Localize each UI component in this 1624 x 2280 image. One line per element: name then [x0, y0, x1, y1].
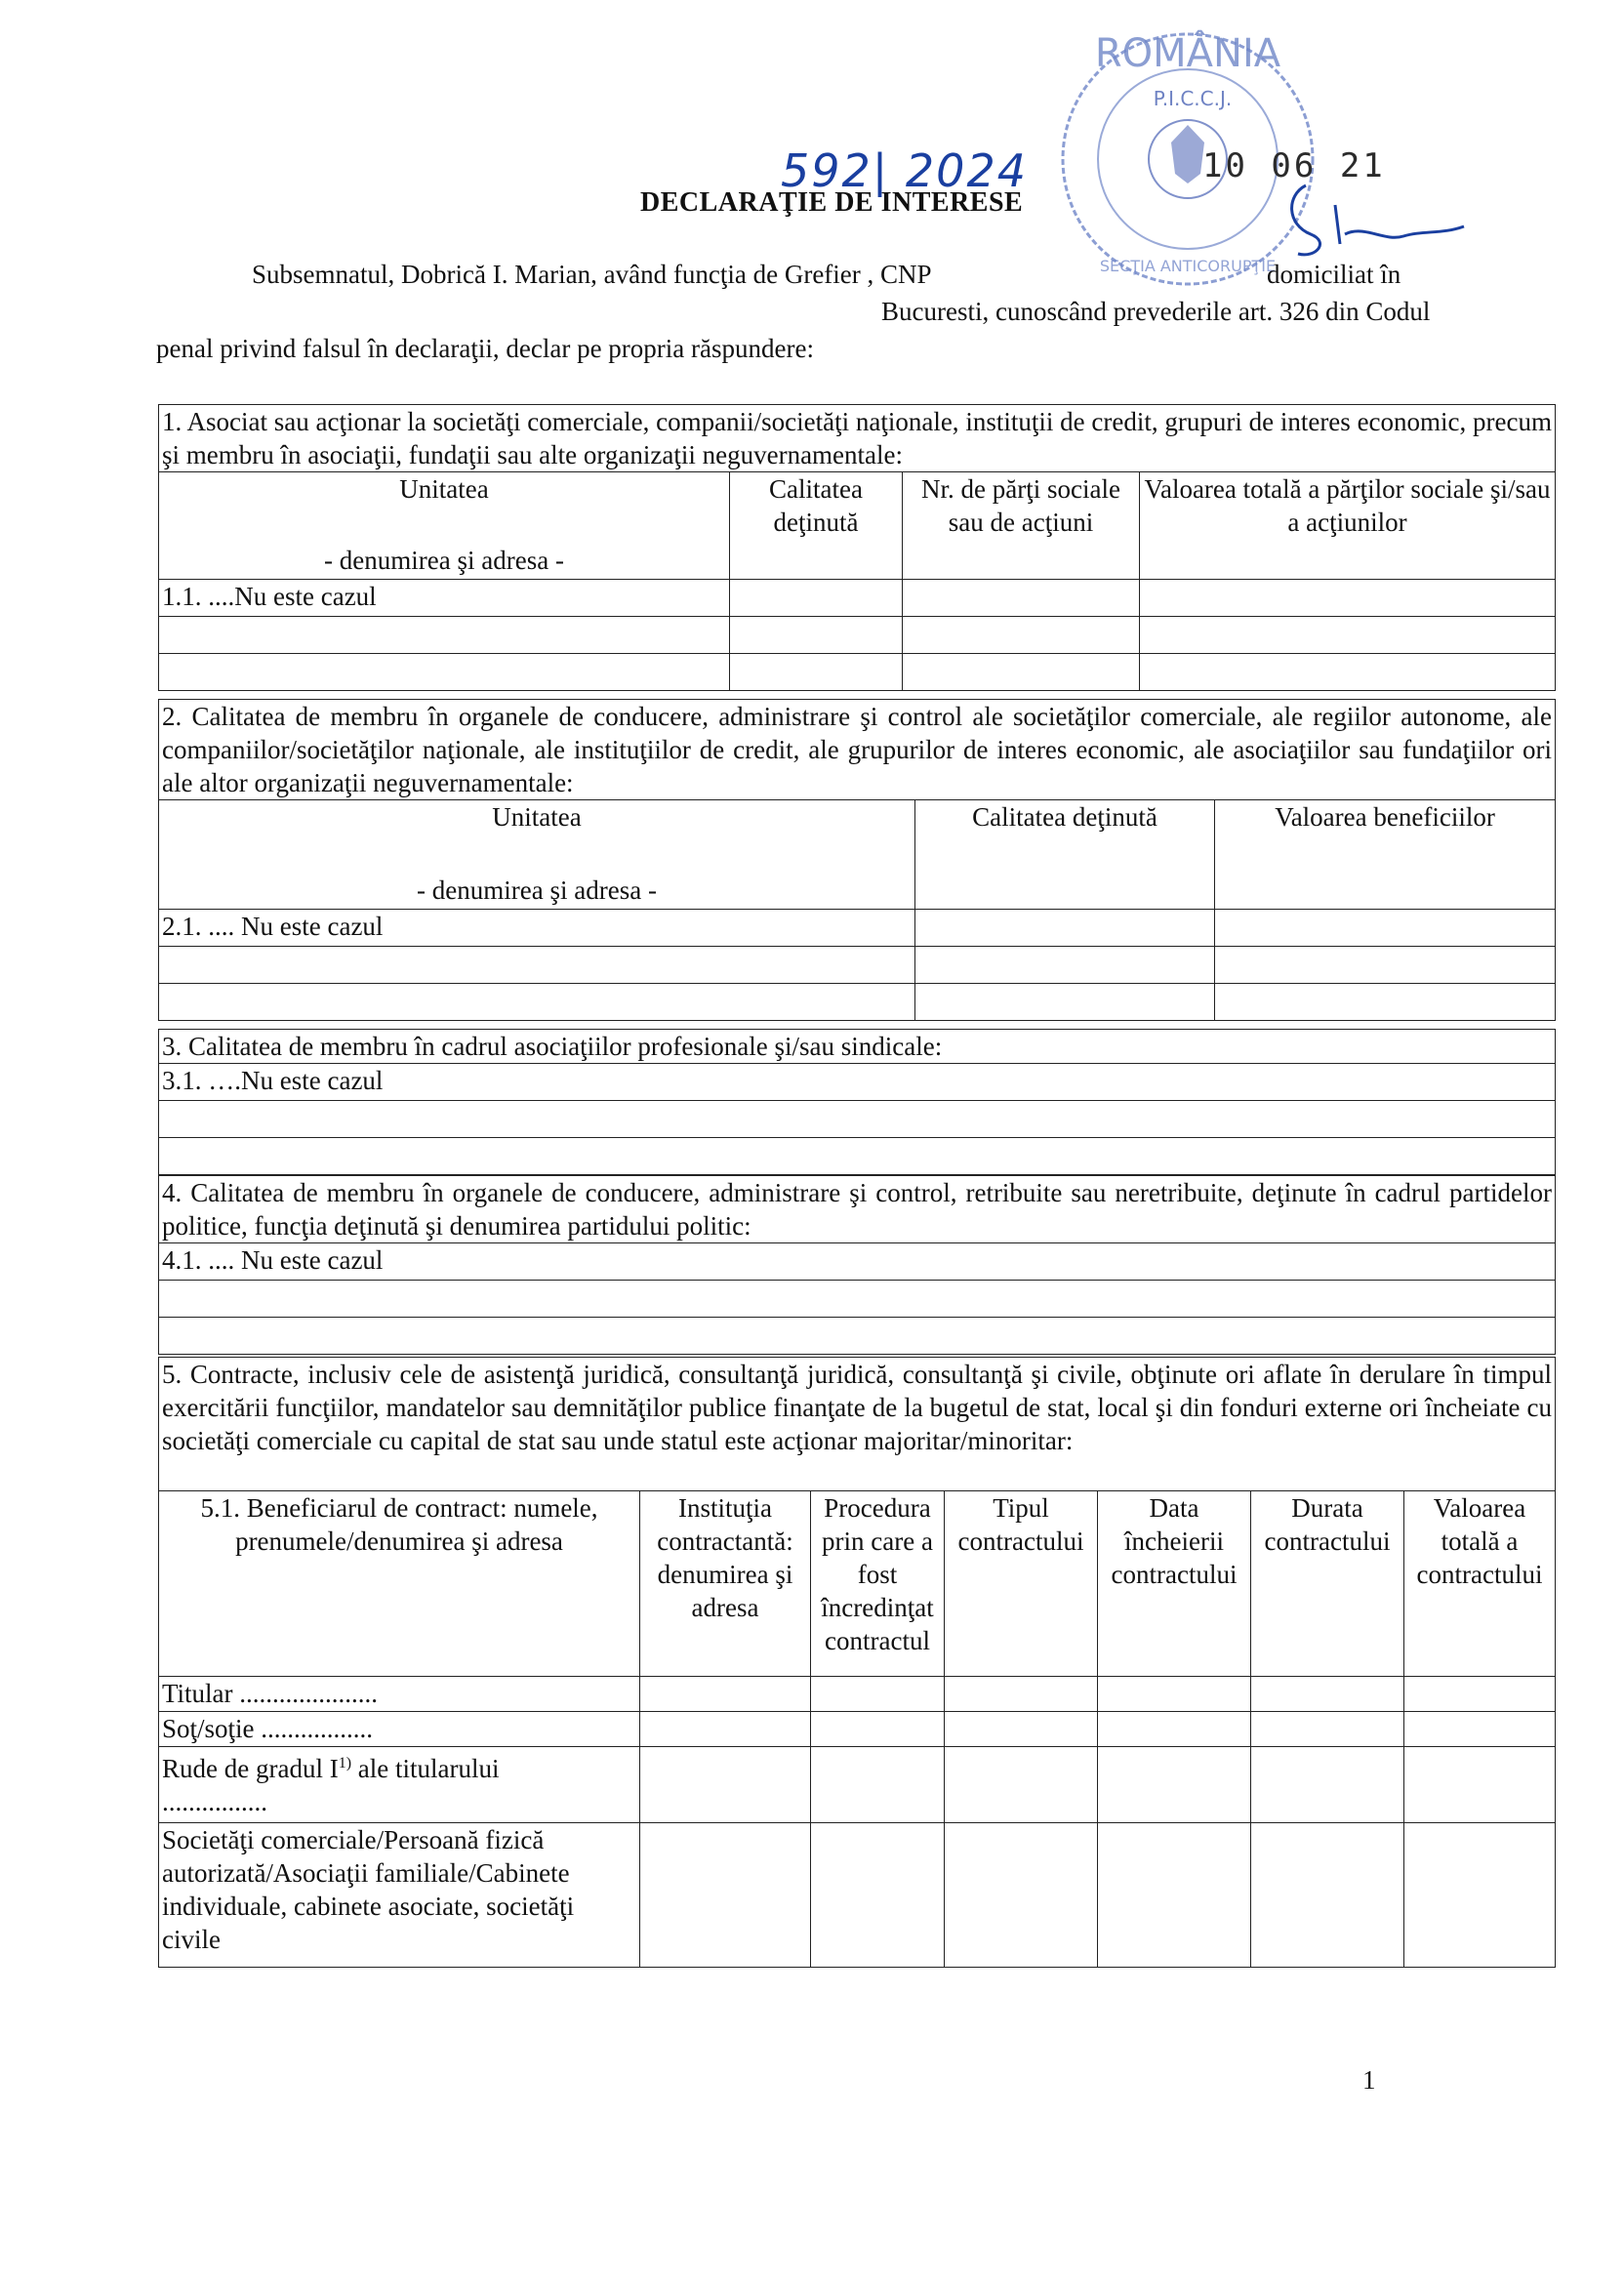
stamp-date: 10 06 21 — [1202, 146, 1386, 185]
intro-line-1a: Subsemnatul, Dobrică I. Marian, având funcţia de Grefier , CNP — [252, 260, 932, 289]
section-3-heading: 3. Calitatea de membru în cadrul asociaţiilor profesionale şi/sau sindicale: — [159, 1030, 1556, 1064]
s5-col-date: Data încheierii contractului — [1098, 1491, 1251, 1677]
s2-row-1: 2.1. .... Nu este cazul — [159, 910, 915, 947]
s4-row-1: 4.1. .... Nu este cazul — [159, 1243, 1556, 1281]
s2-col-benefits: Valoarea beneficiilor — [1215, 800, 1556, 910]
s1-col-unit-sub: - denumirea şi adresa - — [324, 546, 564, 575]
page-number: 1 — [1362, 2065, 1376, 2095]
section-5-table — [158, 1357, 1556, 1968]
intro-line-2: Bucuresti, cunoscând prevederile art. 326 din Codul — [881, 297, 1431, 326]
stamp-bottom-text: SECŢIA ANTICORUPŢIE — [1099, 257, 1277, 275]
section-5-heading: 5. Contracte, inclusiv cele de asistenţă juridică, consultanţă juridică, consultanţă şi civile, obţinute ori aflate în derulare în timpul exercitării funcţiilor, mandatelor sau demnităţilor publice finanţate de la bugetul de stat, local şi din fonduri externe ori încheiate cu societăţi comerciale cu capital de stat sau unde statul este acţionar majoritar/minoritar: — [159, 1358, 1556, 1491]
s5-col-value: Valoarea totală a contractului — [1404, 1491, 1556, 1677]
s3-row-1: 3.1. ….Nu este cazul — [159, 1064, 1556, 1101]
s5-row-relatives: Rude de gradul $I^{1)}$ ale titularului ................ — [159, 1747, 640, 1823]
s5-col-duration: Durata contractului — [1251, 1491, 1404, 1677]
s5-col-procedure: Procedura prin care a fost încredinţat contractul — [811, 1491, 945, 1677]
intro-line-1b: domiciliat în — [1267, 260, 1401, 289]
s1-col-unit: Unitatea - denumirea şi adresa - — [159, 472, 730, 580]
intro-line-3: penal privind falsul în declaraţii, declar pe propria răspundere: — [156, 334, 814, 363]
s1-row-1: 1.1. ....Nu este cazul — [159, 580, 730, 617]
section-4-heading: 4. Calitatea de membru în organele de conducere, administrare şi control, retribuite sau neretribuite, deţinute în cadrul partidelor politice, funcţia deţinută şi denumirea partidului politic: — [159, 1176, 1556, 1243]
s2-col-quality: Calitatea deţinută — [915, 800, 1215, 910]
s5-row-spouse: Soţ/soţie ................. — [159, 1712, 640, 1747]
s5-col-type: Tipul contractului — [945, 1491, 1098, 1677]
s5-row-companies: Societăţi comerciale/Persoană fizică autorizată/Asociaţii familiale/Cabinete individuale, cabinete asociate, societăţi civile — [159, 1823, 640, 1968]
s1-col-shares: Nr. de părţi sociale sau de acţiuni — [903, 472, 1140, 580]
section-2-heading: 2. Calitatea de membru în organele de conducere, administrare şi control ale societăţilor comerciale, ale regiilor autonome, ale companiilor/societăţilor naţionale, ale instituţiilor de credit, ale grupurilor de interes economic, ale asociaţiilor sau fundaţiilor ori ale altor organizaţii neguvernamentale: — [159, 700, 1556, 800]
section-1-heading: 1. Asociat sau acţionar la societăţi comerciale, companii/societăţi naţionale, instituţii de credit, grupuri de interes economic, precum şi membru în asociaţii, fundaţii sau alte organizaţii neguvernamentale: — [159, 405, 1556, 472]
document-title: DECLARAŢIE DE INTERESE — [640, 187, 1024, 218]
registration-number: 592| 2024 — [781, 144, 1028, 197]
s5-col-institution: Instituţia contractantă: denumirea şi adresa — [640, 1491, 811, 1677]
section-1-table — [158, 404, 1556, 691]
s1-col-value: Valoarea totală a părţilor sociale şi/sau a acţiunilor — [1140, 472, 1556, 580]
section-4-table — [158, 1175, 1556, 1355]
s5-col-beneficiary: 5.1. Beneficiarul de contract: numele, prenumele/denumirea şi adresa — [159, 1491, 640, 1677]
stamp-inner-text: P.I.C.C.J. — [1153, 87, 1233, 110]
section-3-table — [158, 1029, 1556, 1175]
stamp-top-text: ROMÂNIA — [1094, 31, 1281, 76]
section-2-table — [158, 699, 1556, 1021]
s2-col-unit-sub: - denumirea şi adresa - — [417, 875, 657, 905]
s2-col-unit: Unitatea - denumirea şi adresa - — [159, 800, 915, 910]
s1-col-quality: Calitatea deţinută — [730, 472, 903, 580]
s5-row-titular: Titular ..................... — [159, 1677, 640, 1712]
